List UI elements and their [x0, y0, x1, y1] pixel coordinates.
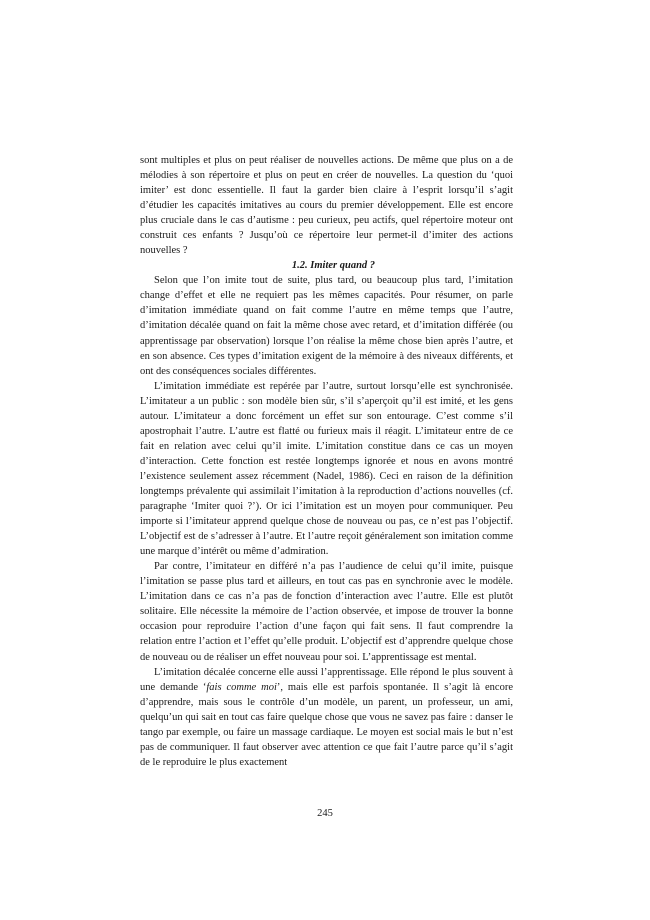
- paragraph-imiter-quand: Selon que l’on imite tout de suite, plus tard, ou beaucoup plus tard, l’imitation change d’effet et elle ne requiert pas les mêmes capacités. Pour résumer, on parle d’imitation immédiate quand on fait comme l’autre en même temps que l’autre, d’imitation décalée quand on fait la même chose avec retard, et d’imitation différée (ou apprentissage par observation) lorsque l’on réalise la même chose bien après l’autre, et en son absence. Ces types d’imitation exigent de la mémoire à des niveaux différents, et ont des conséquences sociales différentes.: [140, 275, 513, 377]
- paragraph-text-before: L’imitation décalée concerne elle aussi l’apprentissage. Elle répond le plus souvent à une demande ‘: [140, 666, 513, 693]
- quoted-phrase: fais comme moi: [206, 681, 277, 693]
- body-text: [140, 153, 513, 770]
- paragraph-imitation-decalee: [140, 665, 513, 770]
- paragraph-text-after: ’, mais elle est parfois spontanée. Il s’agit là encore d’apprendre, mais sous le contrôle d’un modèle, un parent, un professeur, un ami, quelqu’un qui sait en tout cas faire quelque chose que vous ne savez pas faire : danser le tango par exemple, ou faire un massage cardiaque. Le moyen est social mais le but n’est pas de communiquer. Il faut observer avec attention ce que fait l’autre parce qu’il s’agit de le reproduire le plus exactement: [140, 681, 513, 768]
- paragraph-imitation-immediate: L’imitation immédiate est repérée par l’autre, surtout lorsqu’elle est synchronisée. L’imitateur a un public : son modèle bien sûr, s’il s’aperçoit qu’il est imité, et les gens autour. L’imitateur a donc forcément un effet sur son entourage. C’est comme s’il apostrophait l’autre. L’autre est flatté ou furieux mais il réagit. L’imitateur entre de ce fait en relation avec celui qu’il imite. L’imitation constitue dans ce cas un moyen d’interaction. Cette fonction est restée longtemps ignorée et nous en avons montré l’existence seulement assez récemment (Nadel, 1986). Ceci en raison de la définition longtemps prévalente qui assimilait l’imitation à la reproduction d’actions nouvelles (cf. paragraphe ‘Imiter quoi ?’). Or ici l’imitation est un moyen pour communiquer. Peu importe si l’imitateur apprend quelque chose de nouveau ou pas, ce n’est pas l’objectif. L’objectif est de s’adresser à l’autre. Et l’autre reçoit généralement son imitation comme une marque d’intérêt ou même d’admiration.: [140, 380, 513, 558]
- continuation-paragraph: sont multiples et plus on peut réaliser de nouvelles actions. De même que plus on a de mélodies à son répertoire et plus on peut en créer de nouvelles. La question du ‘quoi imiter’ est donc essentielle. Il faut la garder bien claire à l’esprit lorsqu’il s’agit d’étudier les capacités imitatives au cours du premier développement. Elle est encore plus cruciale dans le cas d’autisme : peu curieux, peu actifs, quel répertoire moteur ont construit ces enfants ? Jusqu’où ce répertoire leur permet-il d’imiter des actions nouvelles ?: [140, 155, 513, 257]
- paragraph-imitation-differee: Par contre, l’imitateur en différé n’a pas l’audience de celui qu’il imite, puisque l’imitation se passe plus tard et ailleurs, en tout cas pas en synchronie avec le modèle. L’imitation dans ce cas n’a pas de fonction d’interaction avec l’autre. Elle est plutôt solitaire. Elle nécessite la mémoire de l’action observée, et impose de trouver la bonne occasion pour reproduire l’action d’une façon qui fait sens. Il faut comprendre la relation entre l’action et l’effet qu’elle produit. L’objectif est d’apprendre quelque chose de nouveau ou de réaliser un effet nouveau pour soi. L’apprentissage est mental.: [140, 561, 513, 663]
- page-number: 245: [317, 808, 333, 819]
- section-heading: 1.2. Imiter quand ?: [291, 260, 376, 272]
